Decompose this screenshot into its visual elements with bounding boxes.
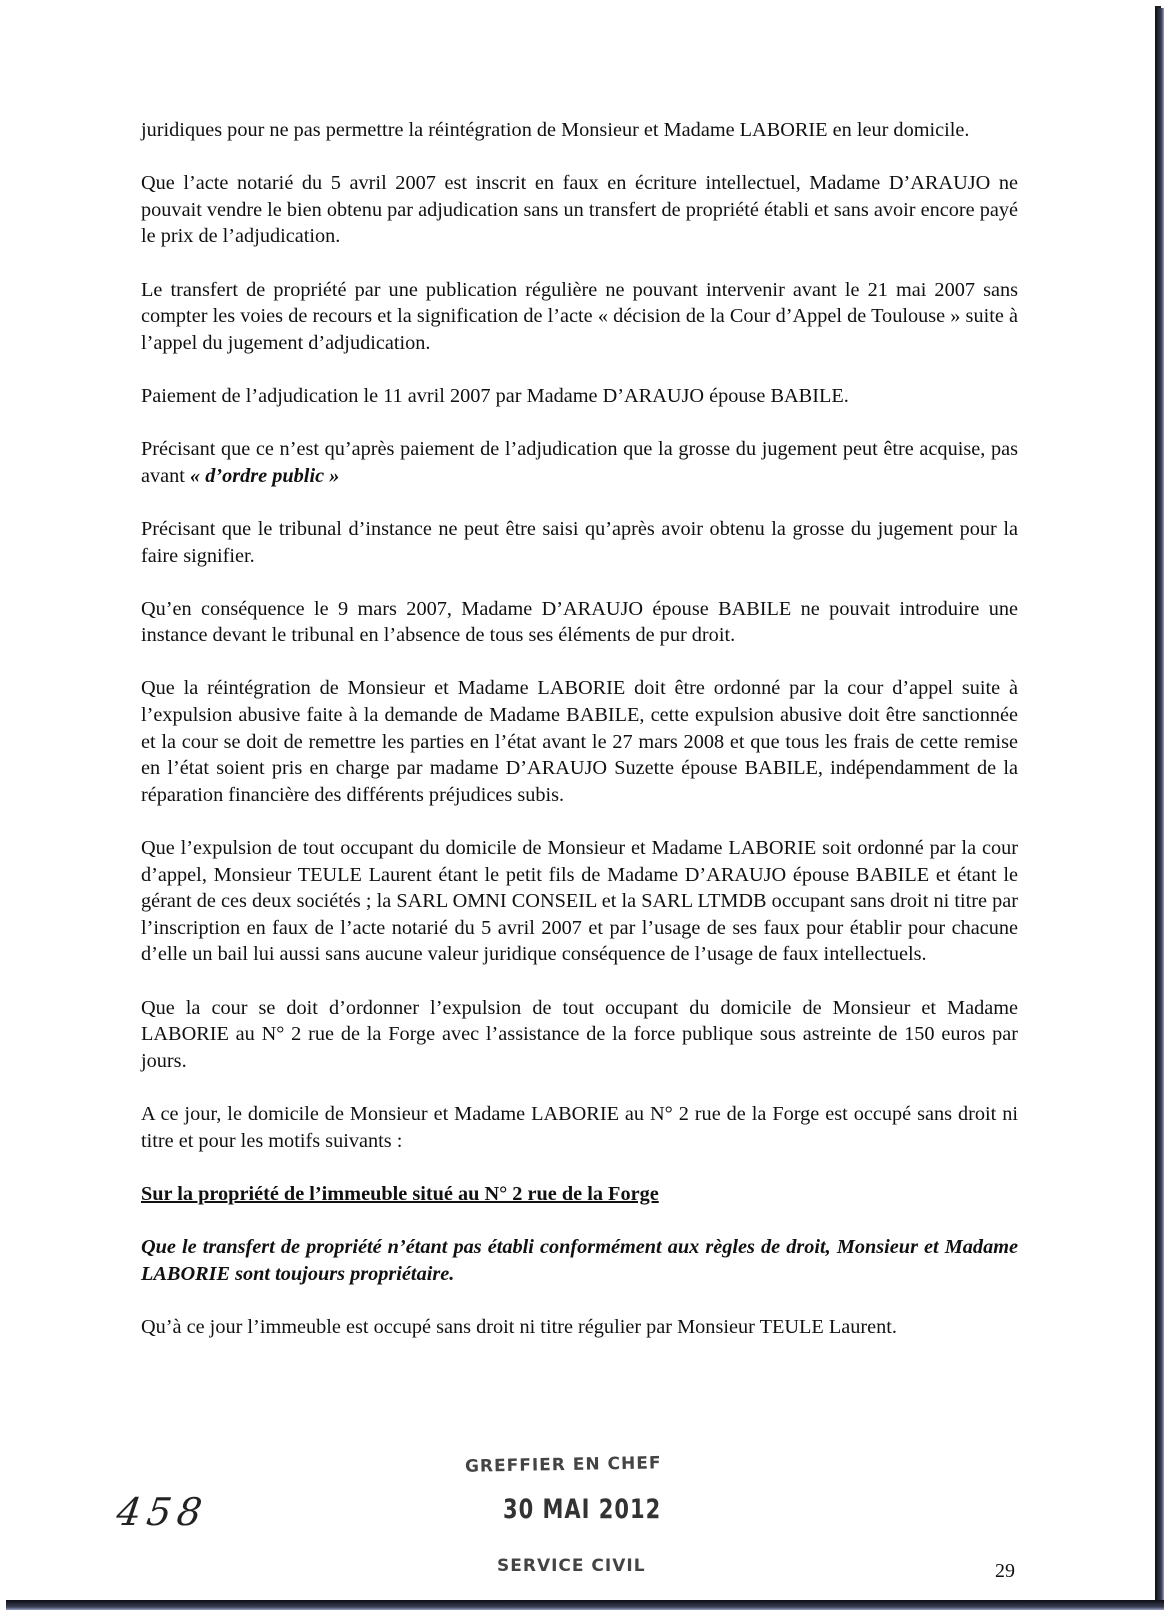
stamp-greffier-en-chef: GREFFIER EN CHEF	[464, 1453, 662, 1477]
paragraph-6: Précisant que le tribunal d’instance ne peut être saisi qu’après avoir obtenu la grosse du jugement pour la faire signifier.	[141, 517, 1018, 567]
paragraph-9: Que l’expulsion de tout occupant du domicile de Monsieur et Madame LABORIE soit ordonné par la cour d’appel, Monsieur TEULE Laurent étant le petit fils de Madame D’ARAUJO épouse BABILE et étant le gérant de ces deux sociétés ; la SARL OMNI CONSEIL et la SARL LTMDB occupant sans droit ni titre par l’inscription en faux de l’acte notarié du 5 avril 2007 et par l’usage de ses faux pour établir pour chacune d’elle un bail lui aussi sans aucune valeur juridique conséquence de l’usage de faux intellectuels.	[141, 837, 1018, 966]
page-shadow-bottom	[6, 1600, 1164, 1610]
paragraph-2: Que l’acte notarié du 5 avril 2007 est inscrit en faux en écriture intellectuel, Madame D’ARAUJO ne pouvait vendre le bien obtenu par adjudication sans un transfert de propriété établi et sans avoir encore payé le prix de l’adjudication.	[141, 172, 1018, 248]
paragraph-7: Qu’en conséquence le 9 mars 2007, Madame D’ARAUJO épouse BABILE ne pouvait introduire une instance devant le tribunal en l’absence de tous ses éléments de pur droit.	[141, 597, 1018, 647]
section-heading: Sur la propriété de l’immeuble situé au N° 2 rue de la Forge	[141, 1182, 659, 1205]
paragraph-11: A ce jour, le domicile de Monsieur et Madame LABORIE au N° 2 rue de la Forge est occupé sans droit ni titre et pour les motifs suivants :	[141, 1102, 1018, 1152]
ordre-public-emphasis: « d’ordre public »	[190, 464, 340, 487]
paragraph-3: Le transfert de propriété par une publication régulière ne pouvant intervenir avant le 21 mai 2007 sans compter les voies de recours et la signification de l’acte « décision de la Cour d’Appel de Toulouse » suite à l’appel du jugement d’adjudication.	[141, 278, 1018, 354]
paragraph-5-text: Précisant que ce n’est qu’après paiement de l’adjudication que la grosse du jugement peut être acquise, pas avant	[141, 438, 1018, 487]
document-body	[141, 117, 1018, 1367]
paragraph-4: Paiement de l’adjudication le 11 avril 2007 par Madame D’ARAUJO épouse BABILE.	[141, 384, 849, 407]
final-paragraph: Qu’à ce jour l’immeuble est occupé sans droit ni titre régulier par Monsieur TEULE Laurent.	[141, 1315, 897, 1338]
handwritten-annotation: 458	[113, 1490, 211, 1534]
paragraph-1: juridiques pour ne pas permettre la réintégration de Monsieur et Madame LABORIE en leur domicile.	[141, 119, 970, 141]
paragraph-10: Que la cour se doit d’ordonner l’expulsion de tout occupant du domicile de Monsieur et Madame LABORIE au N° 2 rue de la Forge avec l’assistance de la force publique sous astreinte de 150 euros par jours.	[141, 996, 1018, 1072]
stamp-service-civil: SERVICE CIVIL	[497, 1556, 646, 1576]
paragraph-5	[141, 436, 1018, 489]
stamp-date: 30 MAI 2012	[503, 1494, 662, 1524]
page-shadow-right	[1155, 8, 1164, 1610]
paragraph-8: Que la réintégration de Monsieur et Madame LABORIE doit être ordonné par la cour d’appel suite à l’expulsion abusive faite à la demande de Madame BABILE, cette expulsion abusive doit être sanctionnée et la cour se doit de remettre les parties en l’état avant le 27 mars 2008 et que tous les frais de cette remise en l’état soient pris en charge par madame D’ARAUJO Suzette épouse BABILE, indépendamment de la réparation financière des différents préjudices subis.	[141, 677, 1018, 806]
page-number: 29	[995, 1560, 1015, 1582]
conclusion-paragraph: Que le transfert de propriété n’étant pas établi conformément aux règles de droit, Monsieur et Madame LABORIE sont toujours propriétaire.	[141, 1235, 1018, 1285]
